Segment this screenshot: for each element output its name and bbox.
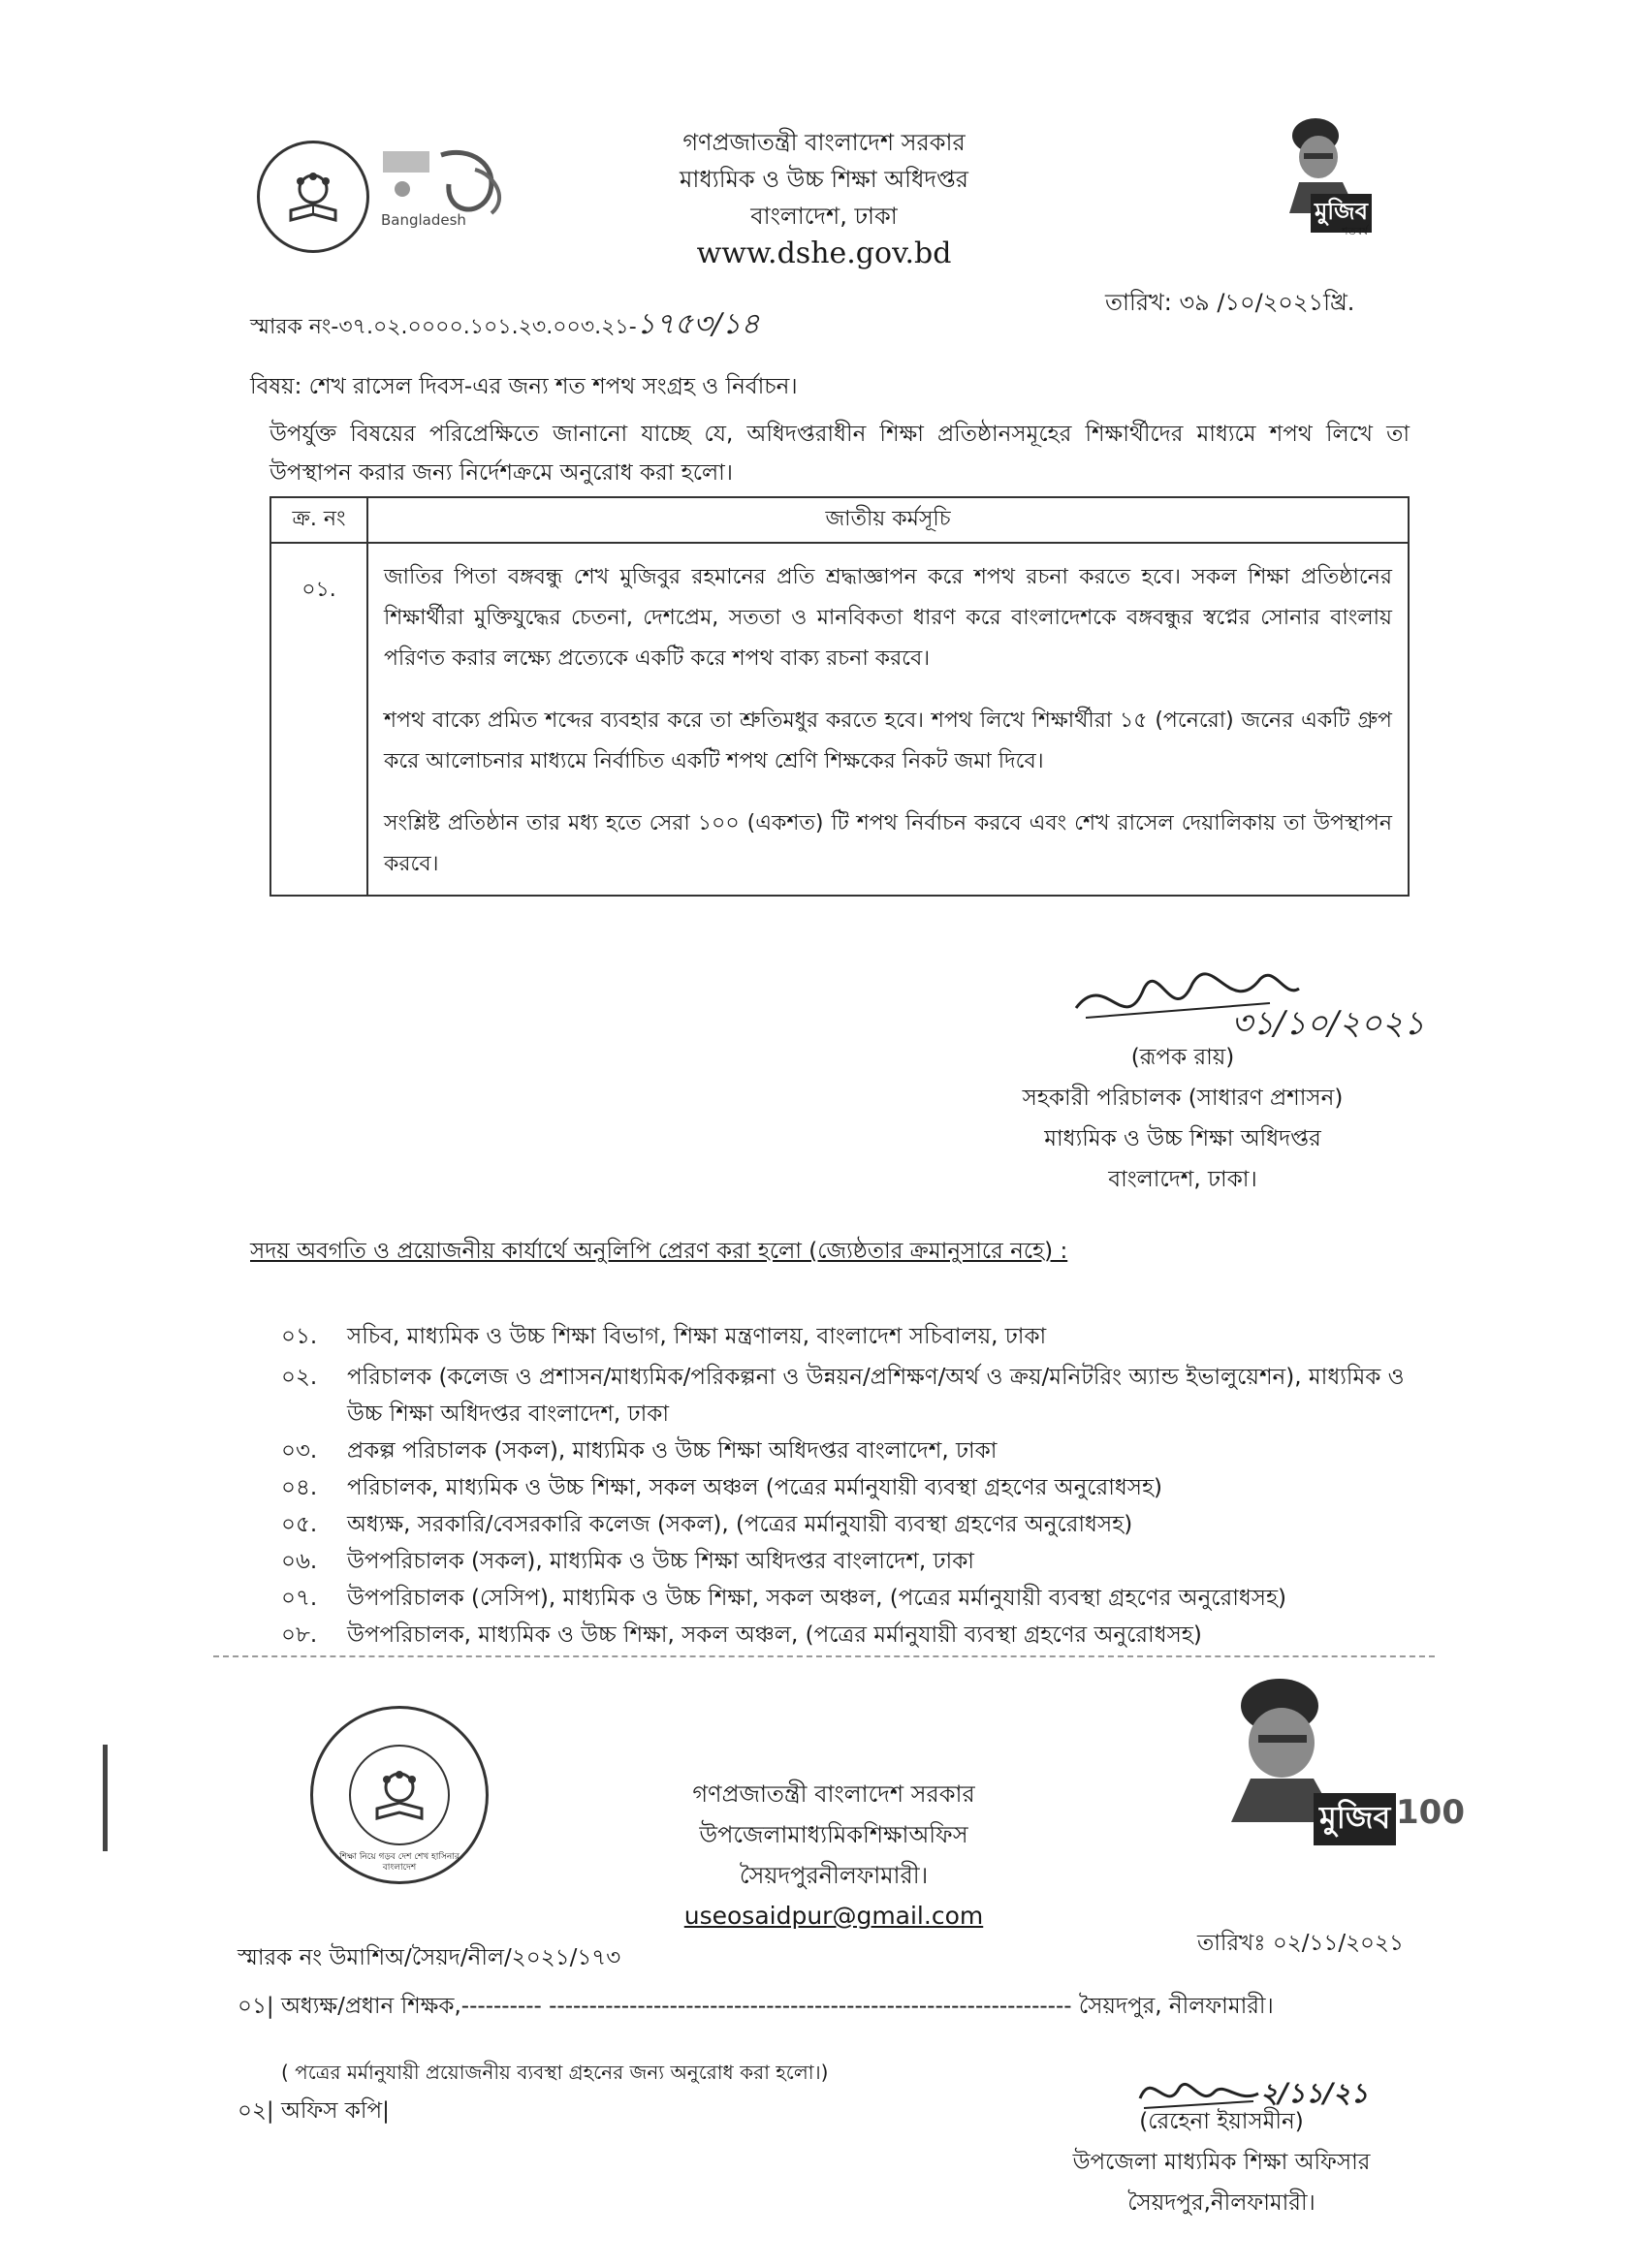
item-number: ০১. <box>281 1324 318 1349</box>
signature-date-1: ৩১/১০/২০২১ <box>1231 1004 1425 1043</box>
list-item <box>281 1543 1444 1580</box>
item-number: ০৬. <box>281 1549 318 1574</box>
website-link[interactable]: www.dshe.gov.bd <box>696 236 952 270</box>
program-table <box>269 496 1410 897</box>
date-value: ৩৯ /১০/২০২১খ্রি. <box>1179 289 1355 316</box>
signatory-name: (রূপক রায়) <box>1130 1045 1235 1070</box>
recipient-place: সৈয়দপুর, নীলফামারী। <box>1078 1994 1274 2019</box>
row-program-text <box>367 543 1409 896</box>
item-text: উপপরিচালক (সকল), মাধ্যমিক ও উচ্চ শিক্ষা অধিদপ্তর বাংলাদেশ, ঢাকা <box>347 1549 974 1574</box>
office-seal-text: শিক্ষা নিয়ে গড়ব দেশ শেখ হাসিনার বাংলাদেশ <box>339 1852 460 1873</box>
program-paragraph-3: সংশ্লিষ্ট প্রতিষ্ঠান তার মধ্য হতে সেরা ১০০ (একশত) টি শপথ নির্বাচন করবে এবং শেখ রাসেল দেয়ালিকায় তা উপস্থাপন করবে। <box>384 811 1392 876</box>
list-item <box>281 1506 1444 1543</box>
office-seal-inner <box>349 1745 450 1845</box>
recipient-text: অধ্যক্ষ/প্রধান শিক্ষক,---------- ----------------------------------------------------------------- <box>280 1994 1072 2019</box>
govt-logo-group <box>257 136 538 252</box>
mujib-logo-100 <box>1202 1657 1465 1851</box>
office-copy-text: অফিস কপি| <box>280 2098 390 2124</box>
memo-prefix: স্মারক নং-৩৭.০২.০০০০.১০১.২৩.০০৩.২১- <box>250 315 637 339</box>
recipient-line <box>238 1987 1352 2026</box>
recipient-number: ০১| <box>238 1994 274 2019</box>
govt-seal-logo <box>257 141 369 253</box>
mujib-logo-text: মুজিব <box>1314 1793 1396 1845</box>
forward-signatory-place: সৈয়দপুর,নীলফামারী। <box>1127 2190 1315 2216</box>
office-seal <box>310 1706 489 1884</box>
item-number: ০৩. <box>281 1438 318 1464</box>
header-line-govt: গণপ্রজাতন্ত্রী বাংলাদেশ সরকার <box>682 129 966 156</box>
mujib-logo <box>1217 107 1381 237</box>
item-text: পরিচালক (কলেজ ও প্রশাসন/মাধ্যমিক/পরিকল্পনা ও উন্নয়ন/প্রশিক্ষণ/অর্থ ও ক্রয়/মনিটরিং অ্যান্ড ইভালুয়েশন), মাধ্যমিক ও উচ্চ শিক্ষা অধিদপ্তর বাংলাদেশ, ঢাকা <box>347 1365 1405 1427</box>
signatory-designation: সহকারী পরিচালক (সাধারণ প্রশাসন) <box>1022 1086 1344 1111</box>
signatory-place: বাংলাদেশ, ঢাকা। <box>1108 1167 1257 1192</box>
table-header-row <box>270 497 1409 543</box>
distribution-heading: সদয় অবগতি ও প্রয়োজনীয় কার্যার্থে অনুলিপি প্রেরণ করা হলো (জ্যেষ্ঠতার ক্রমানুসারে নহে) : <box>250 1239 1068 1264</box>
letter-date <box>1105 285 1354 324</box>
memo-handwritten: ১৭৫৩/১৪ <box>636 307 760 341</box>
list-item <box>281 1617 1444 1654</box>
book-emblem-icon <box>365 1766 433 1824</box>
item-number: ০৮. <box>281 1622 318 1648</box>
office-copy-line <box>238 2092 390 2130</box>
item-text: সচিব, মাধ্যমিক ও উচ্চ শিক্ষা বিভাগ, শিক্ষা মন্ত্রণালয়, বাংলাদেশ সচিবালয়, ঢাকা <box>347 1324 1047 1349</box>
forward-signatory-name: (রেহেনা ইয়াসমীন) <box>1139 2109 1304 2134</box>
mujib-logo-number: 100 <box>1396 1793 1465 1832</box>
row-serial: ০১. <box>270 543 367 896</box>
col-program-header: জাতীয় কর্মসূচি <box>367 497 1409 543</box>
item-text: উপপরিচালক, মাধ্যমিক ও উচ্চ শিক্ষা, সকল অঞ্চল, (পত্রের মর্মানুযায়ী ব্যবস্থা গ্রহণের অনুরোধসহ) <box>347 1622 1202 1648</box>
bangladesh-brand-logo <box>373 145 538 252</box>
item-text: পরিচালক, মাধ্যমিক ও উচ্চ শিক্ষা, সকল অঞ্চল (পত্রের মর্মানুযায়ী ব্যবস্থা গ্রহণের অনুরোধসহ) <box>347 1475 1163 1500</box>
item-text: অধ্যক্ষ, সরকারি/বেসরকারি কলেজ (সকল), (পত্রের মর্মানুযায়ী ব্যবস্থা গ্রহণের অনুরোধসহ) <box>347 1512 1133 1537</box>
forward-header-location: সৈয়দপুরনীলফামারী। <box>739 1862 929 1889</box>
program-paragraph-2: শপথ বাক্যে প্রমিত শব্দের ব্যবহার করে তা শ্রুতিমধুর করতে হবে। শপথ লিখে শিক্ষার্থীরা ১৫ (পনেরো) জনের একটি গ্রুপ করে আলোচনার মাধ্যমে নির্বাচিত একটি শপথ শ্রেণি শিক্ষকের নিকট জমা দিবে। <box>384 709 1392 773</box>
item-number: ০২. <box>281 1365 318 1390</box>
book-emblem-icon <box>279 168 347 226</box>
item-text: প্রকল্প পরিচালক (সকল), মাধ্যমিক ও উচ্চ শিক্ষা অধিদপ্তর বাংলাদেশ, ঢাকা <box>347 1438 998 1464</box>
signature-date-2: ২/১১/২১ <box>1260 2077 1369 2109</box>
intro-paragraph: উপর্যুক্ত বিষয়ের পরিপ্রেক্ষিতে জানানো যাচ্ছে যে, অধিদপ্তরাধীন শিক্ষা প্রতিষ্ঠানসমূহের শিক্ষার্থীদের মাধ্যমে শপথ লিখে তা উপস্থাপন করার জন্য নির্দেশক্রমে অনুরোধ করা হলো। <box>269 422 1410 486</box>
office-email-link[interactable]: useosaidpur@gmail.com <box>683 1902 984 1930</box>
letter-header <box>582 124 1066 273</box>
forward-signatory-designation: উপজেলা মাধ্যমিক শিক্ষা অফিসার <box>1072 2150 1371 2175</box>
list-item <box>281 1469 1444 1506</box>
forward-header-govt: গণপ্রজাতন্ত্রী বাংলাদেশ সরকার <box>692 1780 975 1808</box>
brand-logo-text: Bangladesh <box>381 211 466 229</box>
forward-note: ( পত্রের মর্মানুযায়ী প্রয়োজনীয় ব্যবস্থা গ্রহনের জন্য অনুরোধ করা হলো।) <box>281 2061 829 2084</box>
distribution-list <box>281 1318 1444 1654</box>
memo-number <box>250 300 760 350</box>
item-number: ০৫. <box>281 1512 318 1537</box>
signatory-block-2 <box>1037 2101 1406 2223</box>
program-paragraph-1: জাতির পিতা বঙ্গবন্ধু শেখ মুজিবুর রহমানের প্রতি শ্রদ্ধাজ্ঞাপন করে শপথ রচনা করতে হবে। সকল শিক্ষা প্রতিষ্ঠানের শিক্ষার্থীরা মুক্তিযুদ্ধের চেতনা, দেশপ্রেম, সততা ও মানবিকতা ধারণ করে বাংলাদেশকে বঙ্গবন্ধুর স্বপ্নের সোনার বাংলায় পরিণত করার লক্ষ্যে প্রত্যেকে একটি করে শপথ বাক্য রচনা করবে। <box>384 565 1392 671</box>
subject-line: বিষয়: শেখ রাসেল দিবস-এর জন্য শত শপথ সংগ্রহ ও নির্বাচন। <box>250 374 798 399</box>
mujib-logo-sub: শতবর্ষ <box>1342 225 1368 237</box>
mujib-logo-text: মুজিব <box>1311 194 1372 233</box>
list-item <box>281 1359 1444 1433</box>
forward-memo: স্মারক নং উমাশিঅ/সৈয়দ/নীল/২০২১/১৭৩ <box>238 1945 621 1970</box>
signatory-block-1 <box>998 1037 1367 1200</box>
header-line-office: মাধ্যমিক ও উচ্চ শিক্ষা অধিদপ্তর <box>680 166 968 193</box>
list-item <box>281 1580 1444 1617</box>
forward-header <box>620 1774 1047 1937</box>
list-item <box>281 1433 1444 1469</box>
list-item <box>281 1318 1444 1355</box>
table-row <box>270 543 1409 896</box>
signatory-office: মাধ্যমিক ও উচ্চ শিক্ষা অধিদপ্তর <box>1044 1126 1321 1151</box>
margin-mark <box>103 1745 108 1851</box>
item-number: ০৪. <box>281 1475 318 1500</box>
header-line-location: বাংলাদেশ, ঢাকা <box>750 203 898 230</box>
col-serial-header: ক্র. নং <box>270 497 367 543</box>
office-copy-number: ০২| <box>238 2098 274 2124</box>
item-number: ০৭. <box>281 1586 318 1611</box>
forward-date: তারিখঃ ০২/১১/২০২১ <box>1197 1931 1404 1956</box>
forward-header-office: উপজেলামাধ্যমিকশিক্ষাঅফিস <box>699 1821 968 1848</box>
date-prefix: তারিখ: <box>1105 289 1172 316</box>
item-text: উপপরিচালক (সেসিপ), মাধ্যমিক ও উচ্চ শিক্ষা, সকল অঞ্চল, (পত্রের মর্মানুযায়ী ব্যবস্থা গ্রহণের অনুরোধসহ) <box>347 1586 1287 1611</box>
